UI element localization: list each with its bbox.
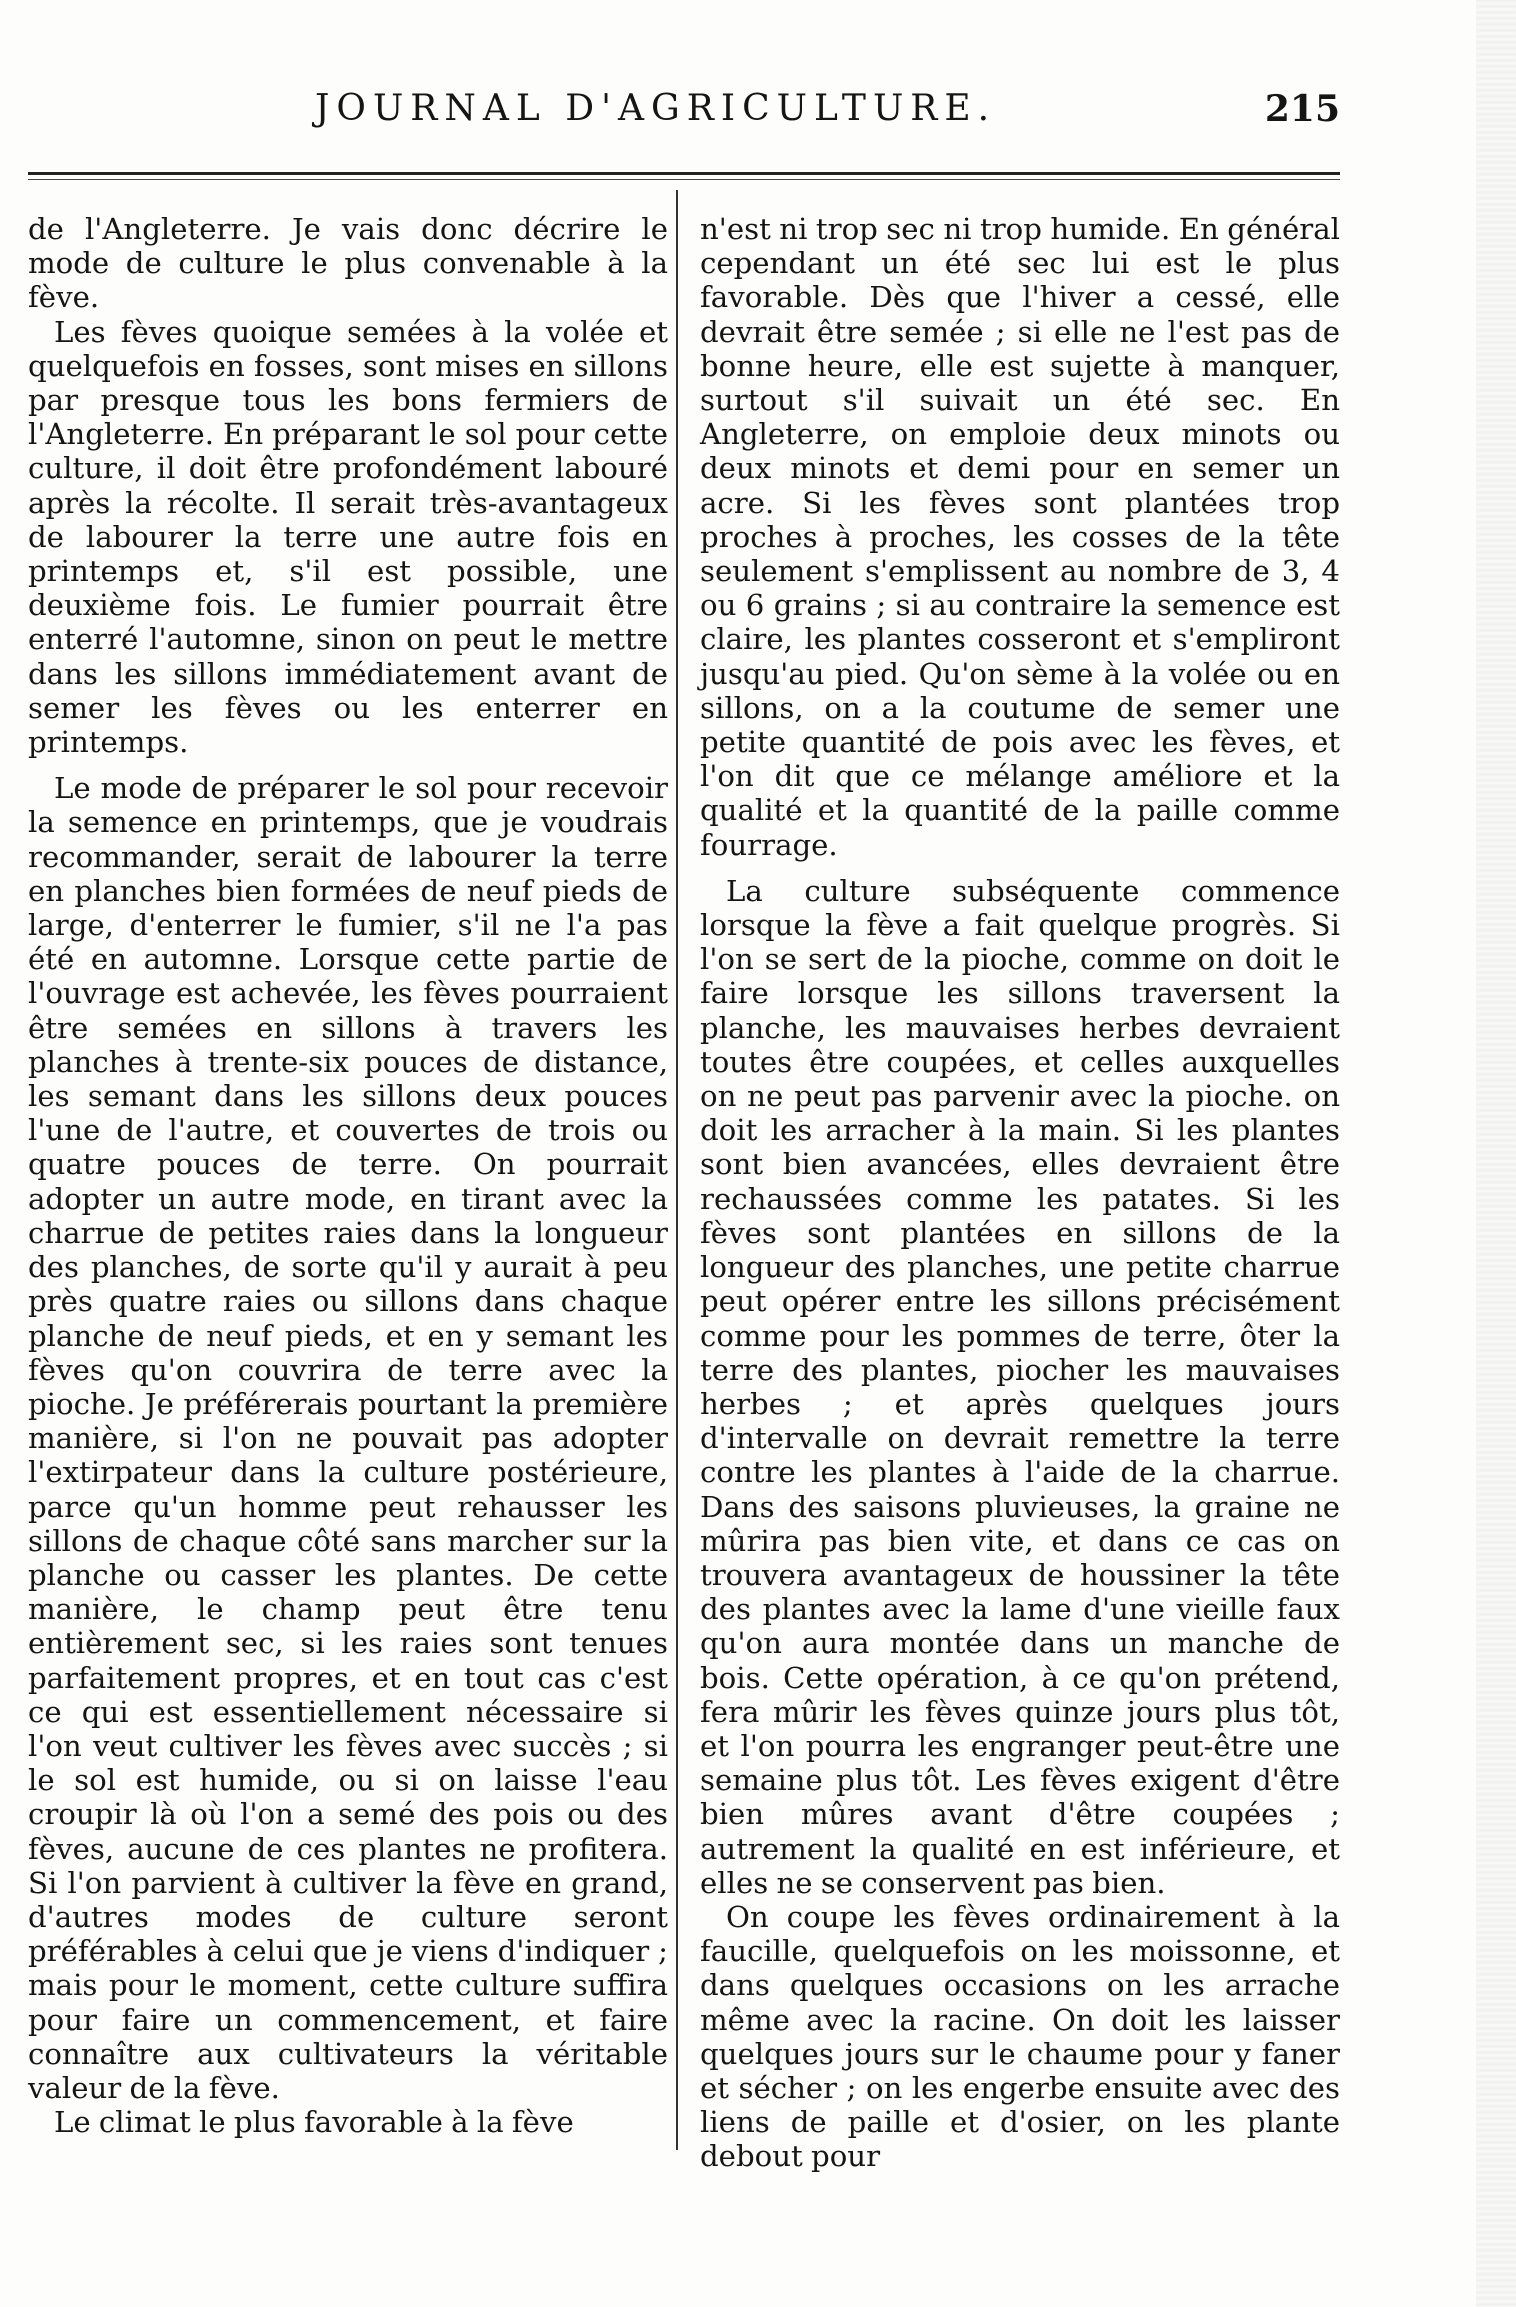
paragraph: Le climat le plus favorable à la fève (54, 2105, 574, 2140)
paragraph: On coupe les fèves ordinairement à la faucille, quelquefois on les moissonne, et dans quelques occasions on les arrache même avec la racine. On doit les laisser quelques jours sur le chaume pour y faner et sécher ; on les engerbe ensuite avec des liens de paille et d'osier, on les plante debout pour (700, 1899, 1340, 2174)
scan-edge-noise (1476, 0, 1516, 2307)
header-rule-thick (28, 172, 1340, 175)
right-column (700, 212, 1340, 2174)
paragraph: Les fèves quoique semées à la volée et quelquefois en fosses, sont mises en sillons par presque tous les bons fermiers de l'Angleterre. En préparant le sol pour cette culture, il doit être profondément labouré après la récolte. Il serait très-avantageux de labourer la terre une autre fois en printemps et, s'il est possible, une deuxième fois. Le fumier pourrait être enterré l'automne, sinon on peut le mettre dans les sillons immédiatement avant de semer les fèves ou les enterrer en printemps. (28, 314, 668, 760)
paragraph: Le mode de préparer le sol pour recevoir la semence en printemps, que je voudrais recommander, serait de labourer la terre en planches bien formées de neuf pieds de large, d'enterrer le fumier, s'il ne l'a pas été en automne. Lorsque cette partie de l'ouvrage est achevée, les fèves pourraient être semées en sillons à travers les planches à trente-six pouces de distance, les semant dans les sillons deux pouces l'une de l'autre, et couvertes de trois ou quatre pouces de terre. On pourrait adopter un autre mode, en tirant avec la charrue de petites raies dans la longueur des planches, de sorte qu'il y aurait à peu près quatre raies ou sillons dans chaque planche de neuf pieds, et en y semant les fèves qu'on couvrira de terre avec la pioche. Je préférerais pourtant la première manière, si l'on ne pouvait pas adopter l'extirpateur dans la culture postérieure, parce qu'un homme peut rehausser les sillons de chaque côté sans marcher sur la planche ou casser les plantes. De cette manière, le champ peut être tenu entièrement sec, si les raies sont tenues parfaitement propres, et en tout cas c'est ce qui est essentiellement nécessaire si l'on veut cultiver les fèves avec succès ; si le sol est humide, ou si on laisse l'eau croupir là où l'on a semé des pois ou des fèves, aucune de ces plantes ne profitera. Si l'on parvient à cultiver la fève en grand, d'autres modes de culture seront préférables à celui que je viens d'indiquer ; mais pour le moment, cette culture suffira pour faire un commencement, et faire connaître aux cultivateurs la véritable valeur de la fève. (28, 771, 668, 2105)
page-header (30, 88, 1340, 148)
paragraph: de l'Angleterre. Je vais donc décrire le mode de culture le plus convenable à la fève. (28, 212, 668, 315)
paragraph: n'est ni trop sec ni trop humide. En général cependant un été sec lui est le plus favorable. Dès que l'hiver a cessé, elle devrait être semée ; si elle ne l'est pas de bonne heure, elle est sujette à manquer, surtout s'il suivait un été sec. En Angleterre, on emploie deux minots ou deux minots et demi pour en semer un acre. Si les fèves sont plantées trop proches à proches, les cosses de la tête seulement s'emplissent au nombre de 3, 4 ou 6 grains ; si au contraire la semence est claire, les plantes cosseront et s'empliront jusqu'au pied. Qu'on sème à la volée ou en sillons, on a la coutume de semer une petite quantité de pois avec les fèves, et l'on dit que ce mélange améliore et la qualité et la quantité de la paille comme fourrage. (700, 212, 1340, 862)
header-rule-thin (28, 179, 1340, 180)
paragraph: La culture subséquente commence lorsque la fève a fait quelque progrès. Si l'on se sert de la pioche, comme on doit le faire lorsque les sillons traversent la planche, les mauvaises herbes devraient toutes être coupées, et celles auxquelles on ne peut pas parvenir avec la pioche. on doit les arracher à la main. Si les plantes sont bien avancées, elles devraient être rechaussées comme les patates. Si les fèves sont plantées en sillons de la longueur des planches, une petite charrue peut opérer entre les sillons précisément comme pour les pommes de terre, ôter la terre des plantes, piocher les mauvaises herbes ; et après quelques jours d'intervalle on devrait remettre la terre contre les plantes à l'aide de la charrue. Dans des saisons pluvieuses, la graine ne mûrira pas bien vite, et dans ce cas on trouvera avantageux de houssiner la tête des plantes avec la lame d'une vieille faux qu'on aura montée dans un manche de bois. Cette opération, à ce qu'on prétend, fera mûrir les fèves quinze jours plus tôt, et l'on pourra les engranger peut-être une semaine plus tôt. Les fèves exigent d'être bien mûres avant d'être coupées ; autrement la qualité en est inférieure, et elles ne se conservent pas bien. (700, 873, 1340, 1900)
page-number: 215 (1264, 88, 1340, 130)
left-column (28, 212, 668, 2139)
column-divider (676, 190, 678, 2150)
running-title: JOURNAL D'AGRICULTURE. (315, 88, 997, 129)
